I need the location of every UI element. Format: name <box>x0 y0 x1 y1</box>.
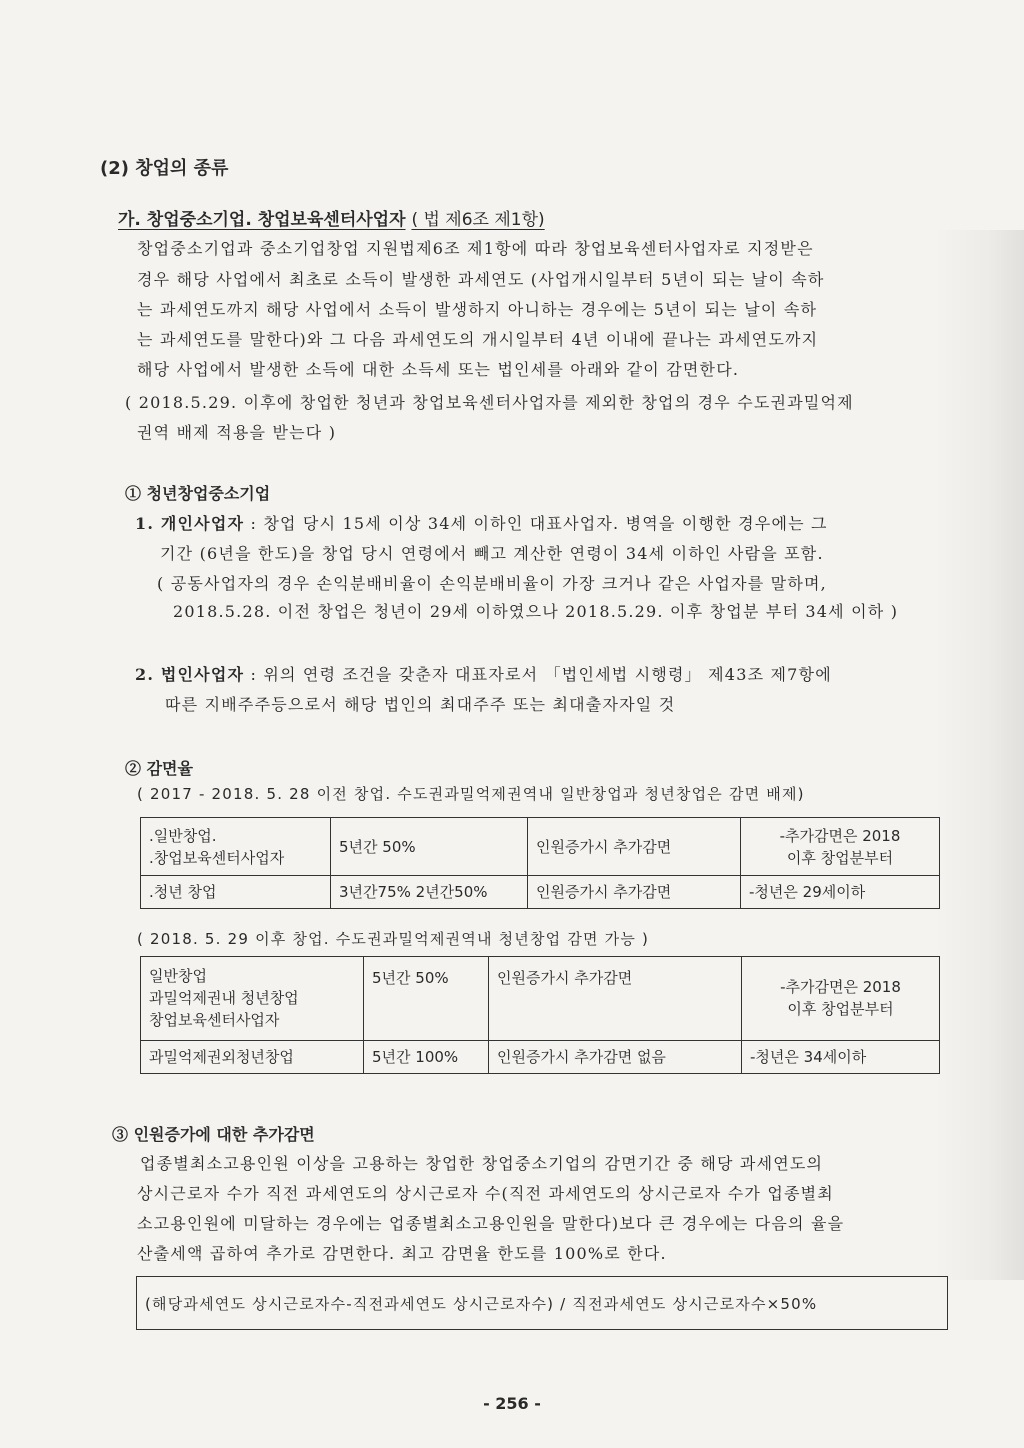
sub-a-para-line-3: 는 과세연도까지 해당 사업에서 소득이 발생하지 아니하는 경우에는 5년이 되는 날이 속하 <box>137 300 818 319</box>
cell-text: 이후 창업분부터 <box>787 1000 894 1019</box>
item1-p1-label: 1. 개인사업자 <box>135 514 245 533</box>
sub-a-para-line-2: 경우 해당 사업에서 최초로 소득이 발생한 과세연도 (사업개시일부터 5년이 되는 날이 속하 <box>137 270 825 289</box>
cell-text: -추가감면은 2018 <box>779 826 901 845</box>
item3-para-line-2: 상시근로자 수가 직전 과세연도의 상시근로자 수(직전 과세연도의 상시근로자 수가 업종별최 <box>137 1184 834 1203</box>
sub-a-heading <box>118 205 545 230</box>
table-cell: 5년간 100% <box>364 1040 489 1073</box>
cell-text: 일반창업 <box>149 967 207 986</box>
table-cell: 인원증가시 추가감면 <box>528 876 741 909</box>
item1-p2-line-1 <box>135 662 832 685</box>
sub-a-para-line-4: 는 과세연도를 말한다)와 그 다음 과세연도의 개시일부터 4년 이내에 끝나는 과세연도까지 <box>137 330 819 349</box>
sub-a-heading-ref: ( 법 제6조 제1항) <box>411 210 545 230</box>
table-cell: -청년은 29세이하 <box>741 876 940 909</box>
table-cell: -청년은 34세이하 <box>742 1040 940 1073</box>
sub-a-para-line-1: 창업중소기업과 중소기업창업 지원법제6조 제1항에 따라 창업보육센터사업자로 지정받은 <box>137 239 814 258</box>
table-row <box>141 876 940 909</box>
sub-a-heading-text: 가. 창업중소기업. 창업보육센터사업자 <box>118 210 406 230</box>
table-row <box>141 1040 940 1073</box>
item2-heading: ② 감면율 <box>125 759 193 778</box>
formula-box <box>136 1276 948 1330</box>
item2-note-after: ( 2018. 5. 29 이후 창업. 수도권과밀억제권역내 청년창업 감면 가능 ) <box>137 930 650 948</box>
scan-shadow <box>934 230 1024 1280</box>
sub-a-note-line-1: ( 2018.5.29. 이후에 창업한 청년과 창업보육센터사업자를 제외한 창업의 경우 수도권과밀억제 <box>125 393 854 412</box>
item1-p1-note-1: ( 공동사업자의 경우 손익분배비율이 손익분배비율이 가장 크거나 같은 사업자를 말하며, <box>157 574 827 593</box>
formula-text: (해당과세연도 상시근로자수-직전과세연도 상시근로자수) / 직전과세연도 상시근로자수×50% <box>145 1295 818 1313</box>
item3-para-line-3: 소고용인원에 미달하는 경우에는 업종별최소고용인원을 말한다)보다 큰 경우에는 다음의 율을 <box>137 1214 845 1233</box>
cell-text: .창업보육센터사업자 <box>149 848 285 867</box>
item1-p1-text: : 창업 당시 15세 이상 34세 이하인 대표사업자. 병역을 이행한 경우에는 그 <box>244 514 828 533</box>
item2-note-before: ( 2017 - 2018. 5. 28 이전 창업. 수도권과밀억제권역내 일반창업과 청년창업은 감면 배제) <box>137 785 805 803</box>
cell-text: 창업보육센터사업자 <box>149 1011 280 1030</box>
item1-heading: ① 청년창업중소기업 <box>125 484 271 503</box>
cell-text: 이후 창업분부터 <box>786 848 894 867</box>
table-cell: .청년 창업 <box>141 876 331 909</box>
page-number: - 256 - <box>483 1394 541 1413</box>
table-cell: 5년간 50% <box>331 818 528 876</box>
reduction-table-after <box>140 956 940 1074</box>
table-cell: 과밀억제권외청년창업 <box>141 1040 364 1073</box>
reduction-table-before <box>140 817 940 909</box>
table-cell <box>141 818 331 876</box>
table-cell <box>741 818 940 876</box>
table-row <box>141 818 940 876</box>
table-cell: 인원증가시 추가감면 <box>489 957 742 1041</box>
item1-p1-note-2: 2018.5.28. 이전 창업은 청년이 29세 이하였으나 2018.5.29. 이후 창업분 부터 34세 이하 ) <box>173 602 899 621</box>
item1-p1-line-1 <box>135 511 828 534</box>
item1-p1-line-2: 기간 (6년을 한도)을 창업 당시 연령에서 빼고 계산한 연령이 34세 이하인 사람을 포함. <box>160 544 824 563</box>
item1-p2-line-2: 따른 지배주주등으로서 해당 법인의 최대주주 또는 최대출자자일 것 <box>165 695 676 714</box>
sub-a-para-line-5: 해당 사업에서 발생한 소득에 대한 소득세 또는 법인세를 아래와 같이 감면한다. <box>137 360 740 379</box>
section-title: (2) 창업의 종류 <box>100 158 229 179</box>
table-cell: 3년간75% 2년간50% <box>331 876 528 909</box>
item1-p2-text: : 위의 연령 조건을 갖춘자 대표자로서 「법인세법 시행령」 제43조 제7항에 <box>244 665 832 684</box>
table-cell <box>141 957 364 1041</box>
table-cell: 인원증가시 추가감면 없음 <box>489 1040 742 1073</box>
table-cell: 인원증가시 추가감면 <box>528 818 741 876</box>
cell-text: -추가감면은 2018 <box>780 978 901 997</box>
cell-text: .일반창업. <box>149 826 217 845</box>
item3-para-line-4: 산출세액 곱하여 추가로 감면한다. 최고 감면율 한도를 100%로 한다. <box>137 1244 667 1263</box>
item1-p2-label: 2. 법인사업자 <box>135 665 245 684</box>
sub-a-note-line-2: 권역 배제 적용을 받는다 ) <box>137 423 337 442</box>
table-cell <box>742 957 940 1041</box>
item3-para-line-1: 업종별최소고용인원 이상을 고용하는 창업한 창업중소기업의 감면기간 중 해당 과세연도의 <box>140 1154 824 1173</box>
table-cell: 5년간 50% <box>364 957 489 1041</box>
item3-heading: ③ 인원증가에 대한 추가감면 <box>112 1125 315 1144</box>
cell-text: 과밀억제권내 청년창업 <box>149 989 299 1008</box>
table-row <box>141 957 940 1041</box>
